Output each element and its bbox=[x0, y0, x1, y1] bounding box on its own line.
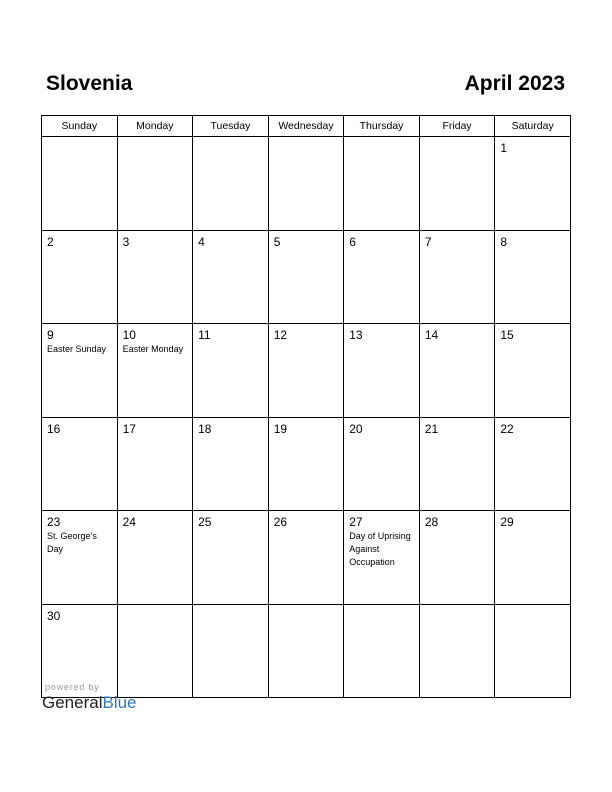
empty-day-cell bbox=[419, 604, 495, 698]
weekday-thursday: Thursday bbox=[344, 116, 420, 137]
weekday-wednesday: Wednesday bbox=[268, 116, 344, 137]
day-number: 26 bbox=[273, 515, 288, 529]
day-number: 15 bbox=[500, 328, 514, 342]
day-cell bbox=[117, 230, 193, 324]
day-cell bbox=[419, 511, 495, 605]
generalblue-logo[interactable] bbox=[42, 693, 137, 713]
logo-general-text: General bbox=[42, 693, 103, 712]
day-number: 13 bbox=[349, 328, 363, 342]
empty-day-cell bbox=[268, 604, 344, 698]
day-cell bbox=[495, 511, 571, 605]
day-number: 21 bbox=[424, 421, 439, 436]
country-title: Slovenia bbox=[46, 72, 133, 95]
day-number: 27 bbox=[349, 515, 363, 529]
holiday-label: St. George’s Day bbox=[47, 531, 97, 554]
day-cell bbox=[344, 324, 420, 418]
day-number: 28 bbox=[424, 515, 439, 529]
empty-day-cell bbox=[268, 137, 344, 231]
day-number: 7 bbox=[424, 234, 432, 249]
day-number: 19 bbox=[273, 421, 288, 436]
day-number: 4 bbox=[198, 234, 205, 249]
holiday-label: Easter Sunday bbox=[47, 344, 107, 354]
calendar-grid bbox=[41, 115, 571, 698]
day-cell bbox=[193, 511, 269, 605]
week-row bbox=[42, 511, 571, 605]
day-cell bbox=[42, 230, 118, 324]
day-number: 8 bbox=[500, 234, 508, 249]
day-number: 3 bbox=[122, 234, 130, 249]
day-number: 6 bbox=[349, 234, 356, 249]
week-row bbox=[42, 137, 571, 231]
empty-day-cell bbox=[117, 137, 193, 231]
week-row bbox=[42, 417, 571, 511]
day-cell bbox=[344, 230, 420, 324]
weekday-saturday: Saturday bbox=[495, 116, 571, 137]
holiday-label: Easter Monday bbox=[122, 344, 184, 354]
day-number: 14 bbox=[424, 328, 439, 342]
day-cell bbox=[42, 324, 118, 418]
empty-day-cell bbox=[42, 137, 118, 231]
empty-day-cell bbox=[495, 604, 571, 698]
day-cell bbox=[419, 230, 495, 324]
month-year-title: April 2023 bbox=[464, 72, 565, 95]
weekday-header bbox=[42, 116, 571, 137]
day-cell bbox=[419, 324, 495, 418]
empty-day-cell bbox=[344, 604, 420, 698]
day-number: 12 bbox=[273, 328, 288, 342]
day-cell bbox=[193, 324, 269, 418]
day-number: 25 bbox=[198, 515, 212, 529]
weekday-friday: Friday bbox=[419, 116, 495, 137]
day-cell bbox=[268, 230, 344, 324]
day-cell bbox=[419, 417, 495, 511]
day-cell bbox=[117, 324, 193, 418]
empty-day-cell bbox=[344, 137, 420, 231]
logo-blue-text: Blue bbox=[102, 693, 137, 712]
empty-day-cell bbox=[419, 137, 495, 231]
powered-by-text: powered by bbox=[45, 682, 100, 692]
day-cell bbox=[117, 417, 193, 511]
day-cell bbox=[193, 230, 269, 324]
day-cell bbox=[495, 324, 571, 418]
weekday-monday: Monday bbox=[117, 116, 193, 137]
week-row bbox=[42, 324, 571, 418]
calendar-body bbox=[42, 137, 571, 698]
day-number: 2 bbox=[47, 234, 54, 249]
day-number: 18 bbox=[198, 421, 212, 436]
day-number: 5 bbox=[273, 234, 281, 249]
day-number: 11 bbox=[198, 328, 211, 342]
day-cell bbox=[495, 417, 571, 511]
day-number: 10 bbox=[122, 328, 136, 342]
day-number: 17 bbox=[122, 421, 136, 436]
day-number: 30 bbox=[47, 608, 61, 623]
empty-day-cell bbox=[117, 604, 193, 698]
week-row bbox=[42, 230, 571, 324]
day-cell bbox=[495, 230, 571, 324]
holiday-label: Day of Uprising Against Occupation bbox=[349, 531, 411, 567]
day-number: 9 bbox=[47, 328, 54, 342]
day-number: 23 bbox=[47, 515, 61, 529]
day-cell bbox=[193, 417, 269, 511]
day-number: 22 bbox=[500, 421, 514, 436]
weekday-tuesday: Tuesday bbox=[193, 116, 269, 137]
day-cell bbox=[344, 511, 420, 605]
day-cell bbox=[117, 511, 193, 605]
day-cell bbox=[42, 511, 118, 605]
day-cell bbox=[42, 417, 118, 511]
day-cell bbox=[344, 417, 420, 511]
day-number: 20 bbox=[349, 421, 363, 436]
day-number: 29 bbox=[500, 515, 514, 529]
day-number: 1 bbox=[500, 141, 508, 155]
day-cell bbox=[268, 417, 344, 511]
day-number: 16 bbox=[47, 421, 61, 436]
weekday-sunday: Sunday bbox=[42, 116, 118, 137]
day-cell bbox=[268, 324, 344, 418]
day-number: 24 bbox=[122, 515, 136, 529]
empty-day-cell bbox=[193, 604, 269, 698]
day-cell bbox=[495, 137, 571, 231]
week-row bbox=[42, 604, 571, 698]
day-cell bbox=[268, 511, 344, 605]
weekday-header-row bbox=[42, 116, 571, 137]
empty-day-cell bbox=[193, 137, 269, 231]
